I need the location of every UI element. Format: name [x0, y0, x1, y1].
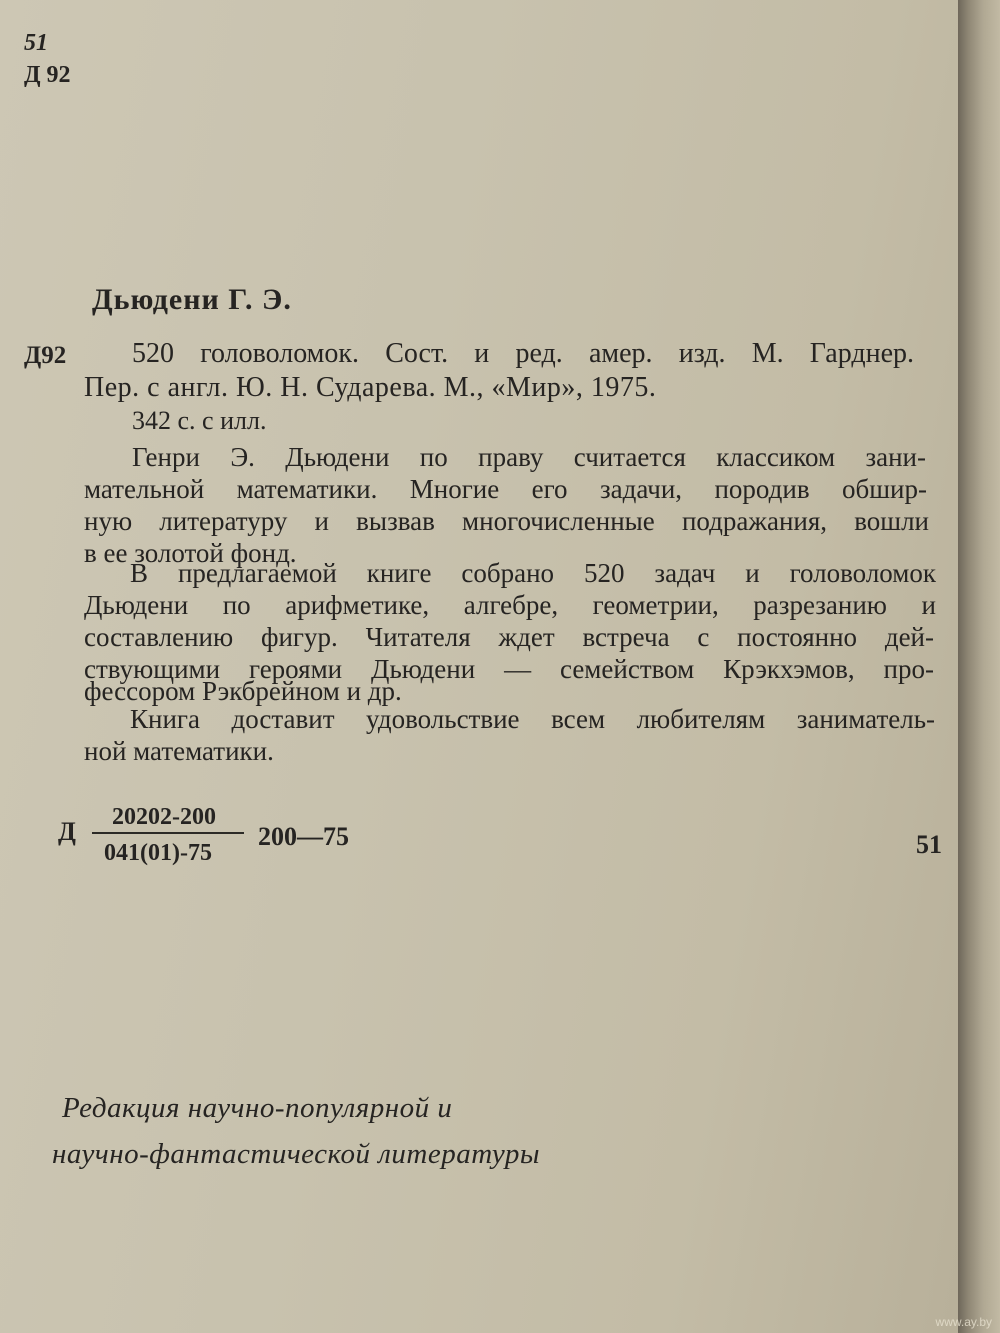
annotation-line-9: фессором Рэкбрейном и др. — [84, 676, 402, 706]
catalog-line-3: 342 с. с илл. — [132, 406, 267, 435]
bbk-top: Д 92 — [24, 62, 71, 88]
catalog-code: Д92 — [24, 342, 67, 369]
annotation-line-11: ной математики. — [84, 736, 274, 766]
catalog-line-1: 520 головоломок. Сост. и ред. амер. изд. М. Гарднер. — [132, 338, 914, 369]
editorial-line-1: Редакция научно-популярной и — [62, 1092, 453, 1124]
index-prefix: Д — [58, 817, 76, 846]
annotation-line-10: Книга доставит удовольствие всем любителям заниматель- — [130, 704, 935, 734]
index-udk: 51 — [916, 830, 942, 859]
annotation-line-8: ствующими героями Дьюдени — семейством Крэкхэмов, про- — [84, 654, 934, 684]
page-edge-shadow — [958, 0, 1000, 1333]
udk-top: 51 — [24, 30, 48, 56]
index-denominator: 041(01)-75 — [104, 840, 212, 866]
annotation-line-4: в ее золотой фонд. — [84, 538, 297, 568]
editorial-line-2: научно-фантастической литературы — [52, 1138, 541, 1170]
catalog-line-2: Пер. с англ. Ю. Н. Сударева. М., «Мир», 1975. — [84, 372, 657, 403]
index-suffix: 200—75 — [258, 822, 349, 851]
annotation-line-3: ную литературу и вызвав многочисленные подражания, вошли — [84, 506, 929, 536]
annotation-line-1: Генри Э. Дьюдени по праву считается классиком зани- — [132, 442, 926, 472]
watermark: www.ay.by — [935, 1315, 992, 1329]
fraction-bar — [92, 832, 244, 834]
index-numerator: 20202-200 — [112, 804, 216, 830]
annotation-line-7: составлению фигур. Читателя ждет встреча с постоянно дей- — [84, 622, 934, 652]
author-heading: Дьюдени Г. Э. — [92, 283, 292, 316]
annotation-line-6: Дьюдени по арифметике, алгебре, геометрии, разрезанию и — [84, 590, 936, 620]
annotation-line-2: мательной математики. Многие его задачи, породив обшир- — [84, 474, 927, 504]
annotation-line-5: В предлагаемой книге собрано 520 задач и головоломок — [130, 558, 936, 588]
